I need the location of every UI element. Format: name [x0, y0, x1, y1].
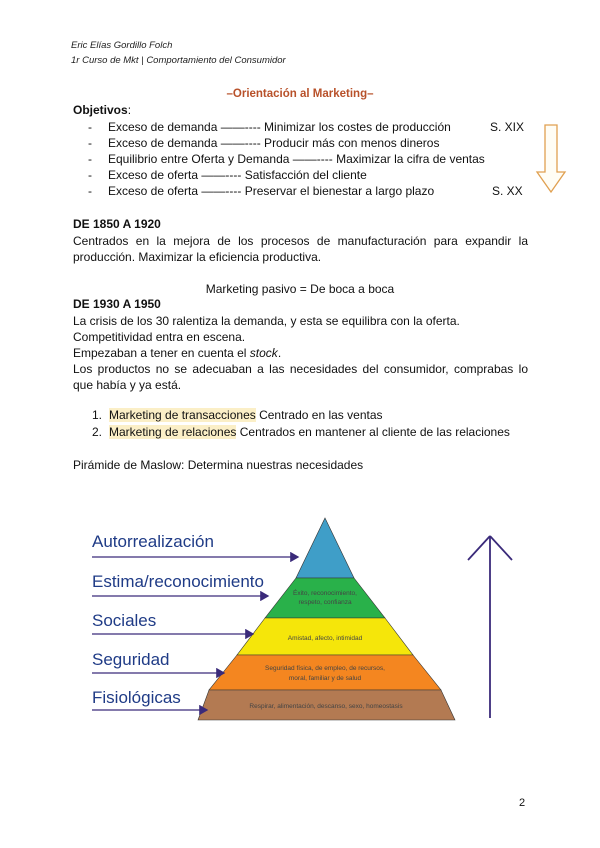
- pyramid-band-text: moral, familiar y de salud: [288, 675, 362, 682]
- pyramid-band-text: respeto, confianza: [298, 599, 352, 606]
- section2-paragraph: Los productos no se adecuaban a las necesidades del consumidor, comprabas lo que había y ya está.: [73, 362, 528, 392]
- maslow-level-label: Seguridad: [92, 650, 170, 669]
- objetivos-heading: Objetivos:: [73, 103, 132, 117]
- pyramid-band-text: Amistad, afecto, intimidad: [287, 635, 363, 642]
- maslow-caption: Pirámide de Maslow: Determina nuestras necesidades: [73, 458, 364, 472]
- page-number: 2: [519, 797, 526, 809]
- pyramid-band-text: Respirar, alimentación, descanso, sexo, homeostasis: [249, 703, 403, 710]
- maslow-level-label: Estima/reconocimiento: [92, 572, 264, 591]
- highlighted-term: Marketing de transacciones: [109, 408, 256, 422]
- era-label: S. XX: [492, 184, 523, 198]
- pyramid-band-esteem: [265, 578, 385, 618]
- header-course: 1r Curso de Mkt | Comportamiento del Consumidor: [71, 55, 286, 66]
- pyramid-band-safety: [209, 655, 441, 690]
- marketing-pasivo: Marketing pasivo = De boca a boca: [205, 282, 395, 296]
- maslow-level-label: Fisiológicas: [92, 688, 181, 707]
- pyramid-band-top: [296, 518, 354, 578]
- up-arrow-icon: [468, 536, 512, 718]
- pyramid-band-text: Seguridad física, de empleo, de recursos,: [265, 665, 385, 672]
- maslow-level-label: Autorrealización: [92, 532, 214, 551]
- era-label: S. XIX: [490, 120, 525, 134]
- pyramid-band-text: Éxito, reconocimiento,: [293, 590, 357, 597]
- section-heading-1850: DE 1850 A 1920: [73, 217, 161, 231]
- section2-line: La crisis de los 30 ralentiza la demanda, y esta se equilibra con la oferta.: [73, 314, 460, 328]
- page-title: –Orientación al Marketing–: [226, 88, 374, 100]
- section-heading-1930: DE 1930 A 1950: [73, 297, 161, 311]
- section2-line: Competitividad entra en escena.: [73, 330, 246, 344]
- highlighted-term: Marketing de relaciones: [109, 425, 237, 439]
- header-author: Eric Elías Gordillo Folch: [71, 40, 173, 51]
- section1-paragraph: Centrados en la mejora de los procesos de manufacturación para expandir la producción. Maximizar la eficiencia productiva.: [73, 234, 528, 264]
- section2-line: Empezaban a tener en cuenta el stock.: [73, 346, 282, 360]
- maslow-level-label: Sociales: [92, 611, 157, 630]
